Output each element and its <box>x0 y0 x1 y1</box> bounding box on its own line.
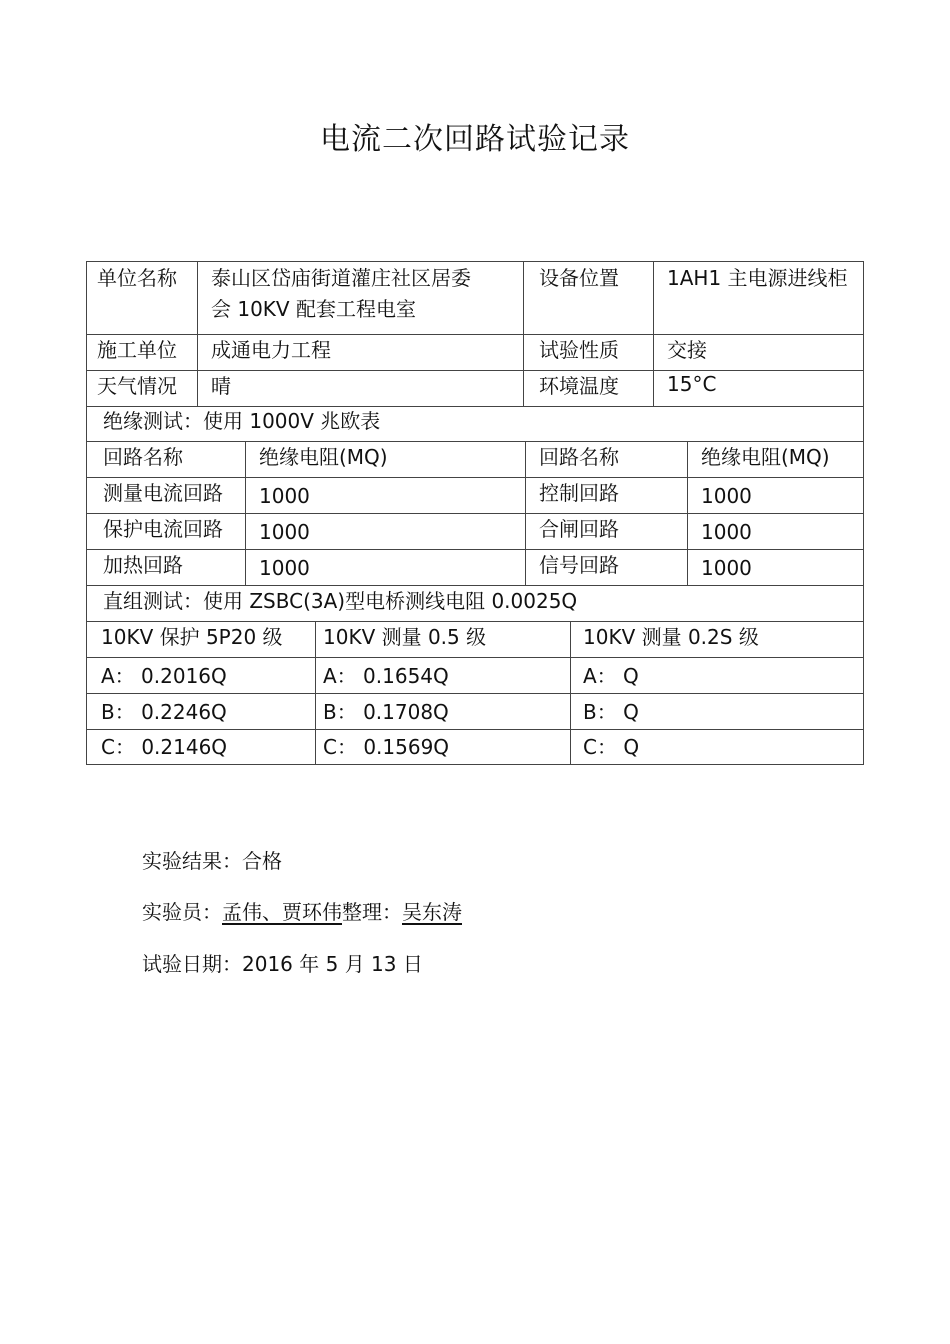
circuit-name: 保护电流回路 <box>103 517 223 541</box>
weather-label: 天气情况 <box>97 374 177 398</box>
document-title: 电流二次回路试验记录 <box>320 122 630 157</box>
tester-value: 孟伟、贾环伟 <box>222 900 342 924</box>
date-line <box>142 948 423 977</box>
temp-value: 15°C <box>667 372 717 396</box>
row-divider <box>87 549 863 550</box>
resistance-value: 1000 <box>259 556 310 580</box>
temp-label: 环境温度 <box>539 374 619 398</box>
row-divider <box>87 334 863 335</box>
dc-value: A： 0.2016Q <box>101 664 227 688</box>
column-divider <box>197 262 198 406</box>
dc-value: A： 0.1654Q <box>323 664 449 688</box>
nature-label: 试验性质 <box>539 338 619 362</box>
row-divider <box>87 657 863 658</box>
resistance-value: 1000 <box>701 484 752 508</box>
result-line <box>142 845 282 874</box>
dc-value: B： Q <box>583 700 639 724</box>
result-value: 合格 <box>242 849 282 873</box>
column-divider <box>245 441 246 585</box>
circuit-name: 加热回路 <box>103 553 183 577</box>
dc-col-protection: 10KV 保护 5P20 级 <box>101 625 283 649</box>
insulation-heading: 绝缘测试：使用 1000V 兆欧表 <box>103 409 381 433</box>
dc-value: C： 0.2146Q <box>101 735 228 759</box>
unit-value-line2: 会 10KV 配套工程电室 <box>211 297 416 321</box>
weather-value: 晴 <box>211 374 231 398</box>
dc-value: B： 0.1708Q <box>323 700 449 724</box>
circuit-name: 合闸回路 <box>539 517 619 541</box>
dc-col-measure-02s: 10KV 测量 0.2S 级 <box>583 625 759 649</box>
row-divider <box>87 370 863 371</box>
circuit-name: 控制回路 <box>539 481 619 505</box>
dc-value: B： 0.2246Q <box>101 700 227 724</box>
date-label: 试验日期： <box>142 952 242 976</box>
column-divider <box>570 621 571 765</box>
date-value: 2016 年 5 月 13 日 <box>242 952 423 976</box>
dc-test-heading: 直组测试：使用 ZSBC(3A)型电桥测线电阻 0.0025Q <box>103 589 578 613</box>
resistance-value: 1000 <box>701 556 752 580</box>
column-divider <box>315 621 316 765</box>
row-divider <box>87 693 863 694</box>
circuit-name: 信号回路 <box>539 553 619 577</box>
contractor-value: 成通电力工程 <box>211 338 331 362</box>
test-record-table <box>86 261 864 765</box>
organizer-value: 吴东涛 <box>402 900 462 924</box>
column-divider <box>653 262 654 406</box>
organizer-label: 整理： <box>342 900 402 924</box>
location-value: 1AH1 主电源进线柜 <box>667 266 848 290</box>
resistance-value: 1000 <box>259 520 310 544</box>
unit-label: 单位名称 <box>97 266 177 290</box>
tester-label: 实验员： <box>142 900 222 924</box>
column-divider <box>687 441 688 585</box>
col-header-resistance-2: 绝缘电阻(MQ) <box>701 445 830 469</box>
row-divider <box>87 729 863 730</box>
dc-value: C： 0.1569Q <box>323 735 450 759</box>
resistance-value: 1000 <box>259 484 310 508</box>
contractor-label: 施工单位 <box>97 338 177 362</box>
result-label: 实验结果： <box>142 849 242 873</box>
dc-value: A： Q <box>583 664 639 688</box>
dc-value: C： Q <box>583 735 640 759</box>
resistance-value: 1000 <box>701 520 752 544</box>
location-label: 设备位置 <box>539 266 619 290</box>
unit-value-line1: 泰山区岱庙街道灌庄社区居委 <box>211 266 471 290</box>
dc-col-measure-05: 10KV 测量 0.5 级 <box>323 625 487 649</box>
column-divider <box>523 262 524 406</box>
tester-line <box>142 896 462 925</box>
column-divider <box>525 441 526 585</box>
col-header-circuit-2: 回路名称 <box>539 445 619 469</box>
col-header-circuit: 回路名称 <box>103 445 183 469</box>
nature-value: 交接 <box>667 338 707 362</box>
col-header-resistance: 绝缘电阻(MQ) <box>259 445 388 469</box>
circuit-name: 测量电流回路 <box>103 481 223 505</box>
